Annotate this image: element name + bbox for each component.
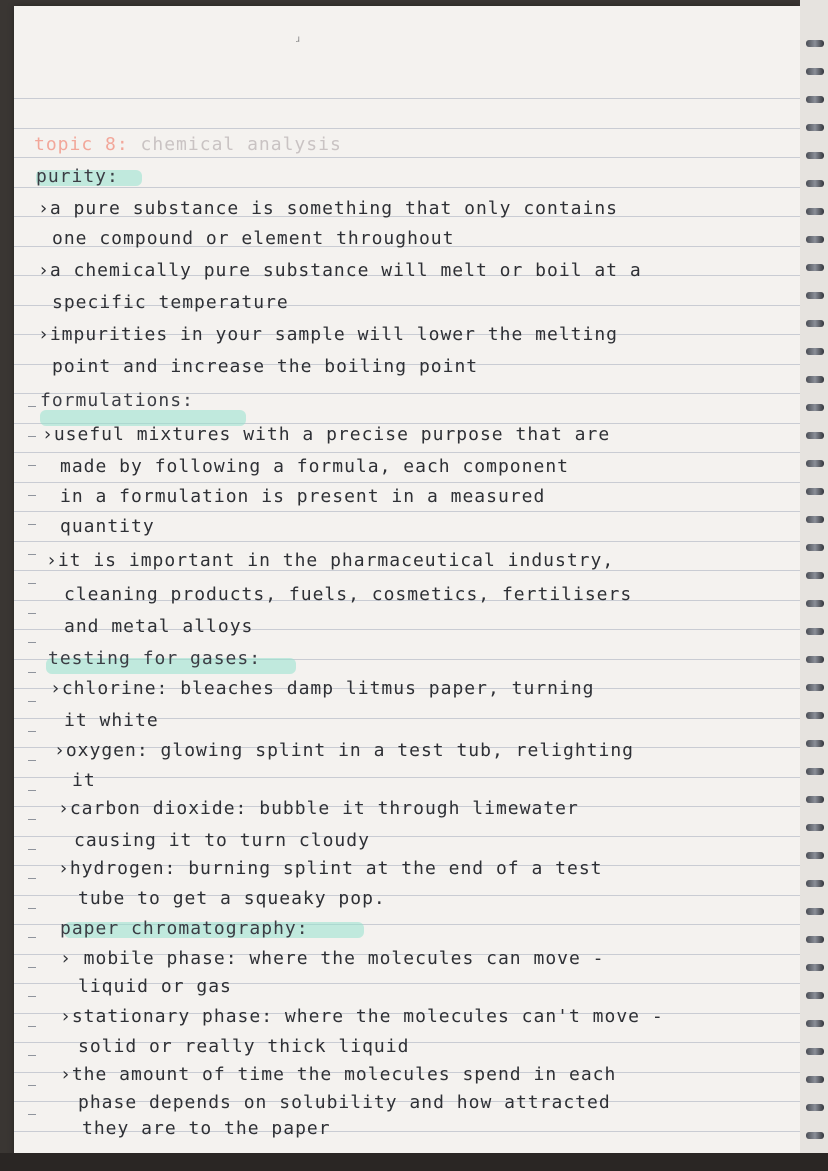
- purity-line-2: one compound or element throughout: [52, 228, 455, 249]
- spiral-coil: [806, 628, 824, 635]
- gases-line-7: ›hydrogen: burning splint at the end of a test: [58, 858, 603, 879]
- ruled-line: [14, 187, 800, 188]
- purity-line-5: ›impurities in your sample will lower the melting: [38, 324, 619, 345]
- spiral-coil: [806, 600, 824, 607]
- margin-tick: [28, 1055, 36, 1056]
- spiral-coil: [806, 1076, 824, 1083]
- margin-tick: [28, 495, 36, 496]
- margin-tick: [28, 583, 36, 584]
- margin-tick: [28, 642, 36, 643]
- desk-background: [0, 1153, 828, 1171]
- spiral-coil: [806, 656, 824, 663]
- spiral-coil: [806, 796, 824, 803]
- page-corner-mark: ɹ: [296, 34, 301, 45]
- spiral-coil: [806, 516, 824, 523]
- chromatography-line-5: ›the amount of time the molecules spend in each: [60, 1064, 617, 1085]
- margin-tick: [28, 967, 36, 968]
- spiral-coil: [806, 292, 824, 299]
- ruled-line: [14, 452, 800, 453]
- margin-tick: [28, 849, 36, 850]
- spiral-coil: [806, 320, 824, 327]
- gases-line-3: ›oxygen: glowing splint in a test tub, relighting: [54, 740, 635, 761]
- margin-tick: [28, 1114, 36, 1115]
- margin-tick: [28, 672, 36, 673]
- margin-tick: [28, 819, 36, 820]
- spiral-coil: [806, 152, 824, 159]
- spiral-coil: [806, 712, 824, 719]
- topic-title: [34, 134, 342, 155]
- gases-line-4: it: [72, 770, 96, 791]
- spiral-coil: [806, 180, 824, 187]
- ruled-line: [14, 157, 800, 158]
- margin-tick: [28, 436, 36, 437]
- notebook-page: [14, 6, 800, 1156]
- gases-line-1: ›chlorine: bleaches damp litmus paper, turning: [50, 678, 595, 699]
- chromatography-line-6: phase depends on solubility and how attracted: [78, 1092, 611, 1113]
- chromatography-heading: paper chromatography:: [60, 918, 309, 939]
- margin-tick: [28, 613, 36, 614]
- spiral-coil: [806, 404, 824, 411]
- spiral-coil: [806, 1048, 824, 1055]
- gases-line-8: tube to get a squeaky pop.: [78, 888, 386, 909]
- spiral-coil: [806, 264, 824, 271]
- spiral-coil: [806, 572, 824, 579]
- purity-line-6: point and increase the boiling point: [52, 356, 479, 377]
- margin-tick: [28, 731, 36, 732]
- spiral-coil: [806, 236, 824, 243]
- topic-prefix: topic 8:: [34, 134, 129, 155]
- gases-line-5: ›carbon dioxide: bubble it through limewater: [58, 798, 579, 819]
- purity-heading: purity:: [36, 166, 119, 187]
- purity-line-1: ›a pure substance is something that only contains: [38, 198, 619, 219]
- ruled-line: [14, 511, 800, 512]
- topic-suffix: chemical analysis: [140, 134, 342, 155]
- ruled-line: [14, 128, 800, 129]
- spiral-coil: [806, 964, 824, 971]
- spiral-coil: [806, 1132, 824, 1139]
- ruled-line: [14, 482, 800, 483]
- notebook-spiral-binding: [800, 0, 828, 1171]
- chromatography-line-3: ›stationary phase: where the molecules can't move -: [60, 1006, 664, 1027]
- spiral-coil: [806, 96, 824, 103]
- spiral-coil: [806, 40, 824, 47]
- spiral-coil: [806, 208, 824, 215]
- margin-tick: [28, 996, 36, 997]
- formulations-line-4: quantity: [60, 516, 155, 537]
- margin-tick: [28, 465, 36, 466]
- margin-tick: [28, 1026, 36, 1027]
- formulations-line-7: and metal alloys: [64, 616, 254, 637]
- spiral-coil: [806, 908, 824, 915]
- spiral-coil: [806, 68, 824, 75]
- margin-tick: [28, 1085, 36, 1086]
- spiral-coil: [806, 544, 824, 551]
- formulations-line-2: made by following a formula, each component: [60, 456, 569, 477]
- chromatography-line-2: liquid or gas: [78, 976, 232, 997]
- formulations-line-3: in a formulation is present in a measured: [60, 486, 546, 507]
- ruled-line: [14, 777, 800, 778]
- spiral-coil: [806, 740, 824, 747]
- formulations-line-5: ›it is important in the pharmaceutical industry,: [46, 550, 615, 571]
- margin-tick: [28, 937, 36, 938]
- spiral-coil: [806, 768, 824, 775]
- spiral-coil: [806, 488, 824, 495]
- spiral-coil: [806, 460, 824, 467]
- margin-tick: [28, 760, 36, 761]
- gases-line-2: it white: [64, 710, 159, 731]
- margin-tick: [28, 554, 36, 555]
- spiral-coil: [806, 852, 824, 859]
- spiral-coil: [806, 124, 824, 131]
- formulations-heading: formulations:: [40, 390, 194, 411]
- spiral-coil: [806, 348, 824, 355]
- gases-line-6: causing it to turn cloudy: [74, 830, 370, 851]
- spiral-coil: [806, 1104, 824, 1111]
- formulations-line-1: ›useful mixtures with a precise purpose that are: [42, 424, 611, 445]
- spiral-coil: [806, 432, 824, 439]
- spiral-coil: [806, 684, 824, 691]
- gases-heading: testing for gases:: [48, 648, 262, 669]
- margin-tick: [28, 701, 36, 702]
- margin-tick: [28, 790, 36, 791]
- spiral-coil: [806, 880, 824, 887]
- spiral-coil: [806, 1020, 824, 1027]
- chromatography-line-1: › mobile phase: where the molecules can move -: [60, 948, 605, 969]
- margin-tick: [28, 878, 36, 879]
- purity-line-4: specific temperature: [52, 292, 289, 313]
- chromatography-line-7: they are to the paper: [82, 1118, 331, 1139]
- spiral-coil: [806, 824, 824, 831]
- ruled-line: [14, 98, 800, 99]
- formulations-line-6: cleaning products, fuels, cosmetics, fertilisers: [64, 584, 633, 605]
- margin-tick: [28, 908, 36, 909]
- spiral-coil: [806, 992, 824, 999]
- chromatography-line-4: solid or really thick liquid: [78, 1036, 410, 1057]
- margin-tick: [28, 524, 36, 525]
- ruled-line: [14, 541, 800, 542]
- spiral-coil: [806, 936, 824, 943]
- spiral-coil: [806, 376, 824, 383]
- margin-tick: [28, 406, 36, 407]
- purity-line-3: ›a chemically pure substance will melt or boil at a: [38, 260, 642, 281]
